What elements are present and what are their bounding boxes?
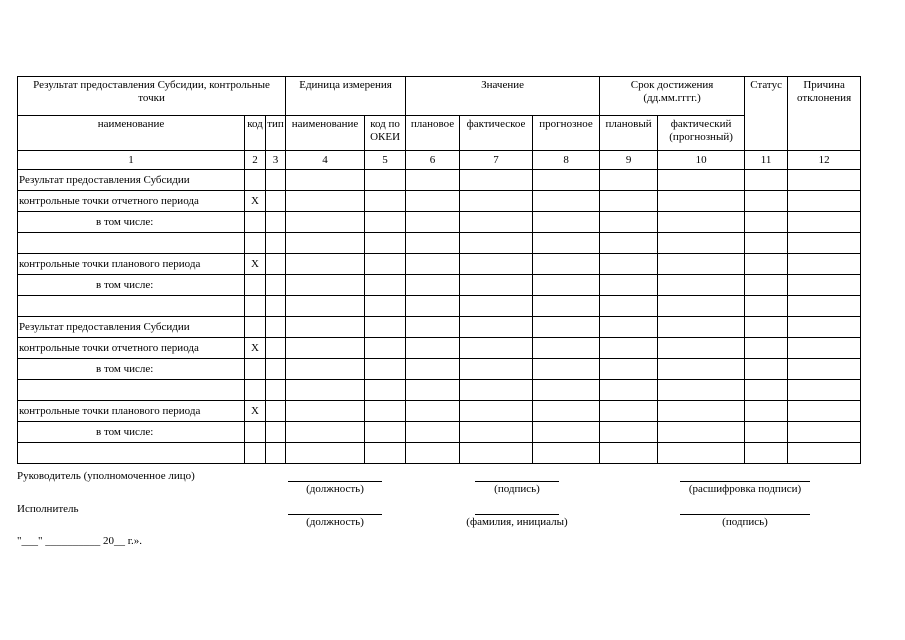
table-cell — [286, 170, 365, 191]
table-row — [18, 275, 861, 296]
row-label — [18, 443, 245, 464]
table-cell — [745, 338, 788, 359]
header-actual: фактическое — [460, 116, 533, 151]
header-okei: код по ОКЕИ — [365, 116, 406, 151]
table-cell — [745, 317, 788, 338]
table-row — [18, 254, 861, 275]
executor-signature-caption: (подпись) — [722, 516, 768, 528]
table-row — [18, 170, 861, 191]
header-name: наименование — [18, 116, 245, 151]
table-cell — [533, 191, 600, 212]
table-cell — [286, 380, 365, 401]
head-position-line — [288, 481, 382, 482]
table-row — [18, 443, 861, 464]
table-cell — [286, 296, 365, 317]
table-cell — [788, 317, 861, 338]
row-label — [18, 296, 245, 317]
table-body — [18, 170, 861, 464]
header-row-top — [18, 77, 861, 116]
table-cell — [658, 170, 745, 191]
table-cell — [406, 338, 460, 359]
table-cell — [266, 191, 286, 212]
table-cell — [365, 191, 406, 212]
table-cell — [266, 254, 286, 275]
table-cell — [266, 338, 286, 359]
table-cell — [788, 254, 861, 275]
table-cell — [533, 275, 600, 296]
table-cell — [533, 233, 600, 254]
row-label: контрольные точки отчетного периода — [18, 338, 245, 359]
table-cell — [266, 212, 286, 233]
table-row — [18, 296, 861, 317]
table-cell — [600, 296, 658, 317]
table-cell — [788, 170, 861, 191]
table-cell — [600, 191, 658, 212]
table-cell — [460, 233, 533, 254]
table-cell — [658, 338, 745, 359]
table-cell — [365, 338, 406, 359]
header-deadline-planned: плановый — [600, 116, 658, 151]
row-code: X — [245, 401, 266, 422]
table-cell — [533, 422, 600, 443]
table-cell — [365, 380, 406, 401]
table-cell — [286, 212, 365, 233]
table-row — [18, 422, 861, 443]
row-code — [245, 380, 266, 401]
row-label: Результат предоставления Субсидии — [18, 170, 245, 191]
table-cell — [533, 338, 600, 359]
table-cell — [460, 380, 533, 401]
date-line: "___" __________ 20__ г.». — [17, 535, 143, 547]
table-cell — [266, 233, 286, 254]
column-number: 9 — [600, 151, 658, 170]
row-code — [245, 317, 266, 338]
table-cell — [460, 422, 533, 443]
table-cell — [745, 170, 788, 191]
table-cell — [286, 359, 365, 380]
results-table — [17, 76, 861, 464]
header-unit-group: Единица измерения — [286, 77, 406, 116]
header-row-sub — [18, 116, 861, 151]
table-cell — [658, 401, 745, 422]
executor-signature-line — [680, 514, 810, 515]
table-cell — [533, 170, 600, 191]
table-cell — [406, 191, 460, 212]
table-cell — [286, 275, 365, 296]
table-cell — [365, 422, 406, 443]
table-cell — [365, 359, 406, 380]
row-label: контрольные точки планового периода — [18, 401, 245, 422]
table-cell — [745, 254, 788, 275]
table-cell — [365, 212, 406, 233]
header-value-group: Значение — [406, 77, 600, 116]
table-row — [18, 317, 861, 338]
column-number: 1 — [18, 151, 245, 170]
column-number-row — [18, 151, 861, 170]
table-cell — [406, 296, 460, 317]
table-cell — [286, 401, 365, 422]
table-cell — [658, 233, 745, 254]
table-cell — [600, 317, 658, 338]
table-cell — [658, 296, 745, 317]
table-cell — [266, 401, 286, 422]
table-cell — [745, 212, 788, 233]
head-decoding-line — [680, 481, 810, 482]
table-cell — [286, 191, 365, 212]
table-cell — [266, 296, 286, 317]
row-code — [245, 296, 266, 317]
table-cell — [600, 212, 658, 233]
table-cell — [788, 296, 861, 317]
column-number: 6 — [406, 151, 460, 170]
table-cell — [460, 338, 533, 359]
table-cell — [788, 233, 861, 254]
header-forecast: прогнозное — [533, 116, 600, 151]
table-cell — [460, 401, 533, 422]
table-row — [18, 359, 861, 380]
column-number: 11 — [745, 151, 788, 170]
table-cell — [600, 401, 658, 422]
table-cell — [788, 212, 861, 233]
table-cell — [365, 233, 406, 254]
row-code: X — [245, 338, 266, 359]
header-deadline-group: Срок достижения (дд.мм.гггг.) — [600, 77, 745, 116]
table-cell — [600, 338, 658, 359]
column-number: 4 — [286, 151, 365, 170]
column-number: 12 — [788, 151, 861, 170]
table-cell — [788, 338, 861, 359]
table-cell — [406, 359, 460, 380]
executor-position-caption: (должность) — [306, 516, 364, 528]
row-code — [245, 170, 266, 191]
table-cell — [406, 254, 460, 275]
table-cell — [745, 296, 788, 317]
table-cell — [365, 296, 406, 317]
executor-name-caption: (фамилия, инициалы) — [466, 516, 568, 528]
table-cell — [460, 212, 533, 233]
head-decoding-caption: (расшифровка подписи) — [688, 483, 802, 495]
header-reason: Причина отклонения — [788, 77, 861, 151]
table-cell — [600, 233, 658, 254]
table-cell — [658, 254, 745, 275]
row-code: X — [245, 254, 266, 275]
column-number: 5 — [365, 151, 406, 170]
table-cell — [745, 443, 788, 464]
row-code — [245, 422, 266, 443]
table-cell — [460, 170, 533, 191]
table-cell — [600, 380, 658, 401]
column-number: 2 — [245, 151, 266, 170]
table-cell — [266, 275, 286, 296]
table-cell — [745, 380, 788, 401]
table-cell — [658, 275, 745, 296]
table-cell — [286, 254, 365, 275]
table-cell — [745, 233, 788, 254]
table-cell — [266, 317, 286, 338]
table-cell — [658, 422, 745, 443]
table-cell — [600, 254, 658, 275]
table-cell — [365, 170, 406, 191]
table-cell — [533, 443, 600, 464]
head-position-caption: (должность) — [306, 483, 364, 495]
table-cell — [533, 401, 600, 422]
table-cell — [286, 443, 365, 464]
table-row — [18, 401, 861, 422]
table-cell — [788, 275, 861, 296]
table-cell — [600, 170, 658, 191]
head-signature-line — [475, 481, 559, 482]
row-code — [245, 233, 266, 254]
table-cell — [460, 317, 533, 338]
table-cell — [533, 254, 600, 275]
executor-name-line — [475, 514, 559, 515]
table-cell — [365, 443, 406, 464]
table-cell — [266, 170, 286, 191]
row-label — [18, 233, 245, 254]
row-label: контрольные точки планового периода — [18, 254, 245, 275]
table-cell — [600, 422, 658, 443]
table-cell — [788, 380, 861, 401]
header-status: Статус — [745, 77, 788, 151]
table-cell — [406, 422, 460, 443]
table-cell — [460, 254, 533, 275]
table-cell — [745, 191, 788, 212]
table-cell — [406, 380, 460, 401]
table-cell — [460, 191, 533, 212]
table-cell — [533, 296, 600, 317]
header-code: код — [245, 116, 266, 151]
table-cell — [788, 422, 861, 443]
table-cell — [533, 212, 600, 233]
column-number: 10 — [658, 151, 745, 170]
row-code — [245, 275, 266, 296]
table-cell — [788, 401, 861, 422]
table-cell — [460, 443, 533, 464]
row-code — [245, 359, 266, 380]
head-signature-caption: (подпись) — [494, 483, 540, 495]
table-row — [18, 380, 861, 401]
row-code — [245, 212, 266, 233]
header-unit-name: наименование — [286, 116, 365, 151]
column-number: 3 — [266, 151, 286, 170]
table-cell — [406, 212, 460, 233]
table-cell — [658, 443, 745, 464]
table-cell — [460, 296, 533, 317]
table-cell — [365, 275, 406, 296]
column-number: 8 — [533, 151, 600, 170]
table-cell — [406, 401, 460, 422]
table-row — [18, 212, 861, 233]
header-result-group: Результат предоставления Субсидии, контрольные точки — [18, 77, 286, 116]
header-type: тип — [266, 116, 286, 151]
table-cell — [406, 170, 460, 191]
table-cell — [286, 317, 365, 338]
executor-label: Исполнитель — [17, 503, 79, 515]
table-cell — [406, 275, 460, 296]
table-cell — [365, 254, 406, 275]
table-cell — [286, 233, 365, 254]
header-planned: плановое — [406, 116, 460, 151]
table-cell — [788, 359, 861, 380]
header-deadline-actual: фактический (прогнозный) — [658, 116, 745, 151]
table-cell — [745, 359, 788, 380]
table-cell — [658, 191, 745, 212]
table-cell — [406, 443, 460, 464]
table-cell — [406, 233, 460, 254]
row-label: контрольные точки отчетного периода — [18, 191, 245, 212]
table-cell — [745, 422, 788, 443]
table-cell — [266, 359, 286, 380]
executor-position-line — [288, 514, 382, 515]
table-cell — [286, 338, 365, 359]
table-cell — [266, 443, 286, 464]
table-cell — [365, 401, 406, 422]
table-cell — [533, 380, 600, 401]
row-label: Результат предоставления Субсидии — [18, 317, 245, 338]
row-label: в том числе: — [18, 212, 245, 233]
column-number: 7 — [460, 151, 533, 170]
table-cell — [658, 317, 745, 338]
table-cell — [533, 359, 600, 380]
table-cell — [286, 422, 365, 443]
table-row — [18, 191, 861, 212]
table-cell — [365, 317, 406, 338]
table-cell — [745, 275, 788, 296]
table-cell — [788, 443, 861, 464]
table-cell — [600, 275, 658, 296]
row-code — [245, 443, 266, 464]
row-label — [18, 380, 245, 401]
table-row — [18, 338, 861, 359]
table-cell — [533, 317, 600, 338]
head-label: Руководитель (уполномоченное лицо) — [17, 470, 195, 482]
row-label: в том числе: — [18, 359, 245, 380]
table-cell — [460, 359, 533, 380]
table-row — [18, 233, 861, 254]
table-cell — [460, 275, 533, 296]
table-cell — [745, 401, 788, 422]
table-cell — [788, 191, 861, 212]
table-cell — [658, 380, 745, 401]
table-cell — [658, 359, 745, 380]
table-cell — [600, 443, 658, 464]
table-cell — [600, 359, 658, 380]
table-cell — [406, 317, 460, 338]
row-code: X — [245, 191, 266, 212]
table-cell — [266, 380, 286, 401]
table-cell — [266, 422, 286, 443]
table-cell — [658, 212, 745, 233]
row-label: в том числе: — [18, 422, 245, 443]
row-label: в том числе: — [18, 275, 245, 296]
